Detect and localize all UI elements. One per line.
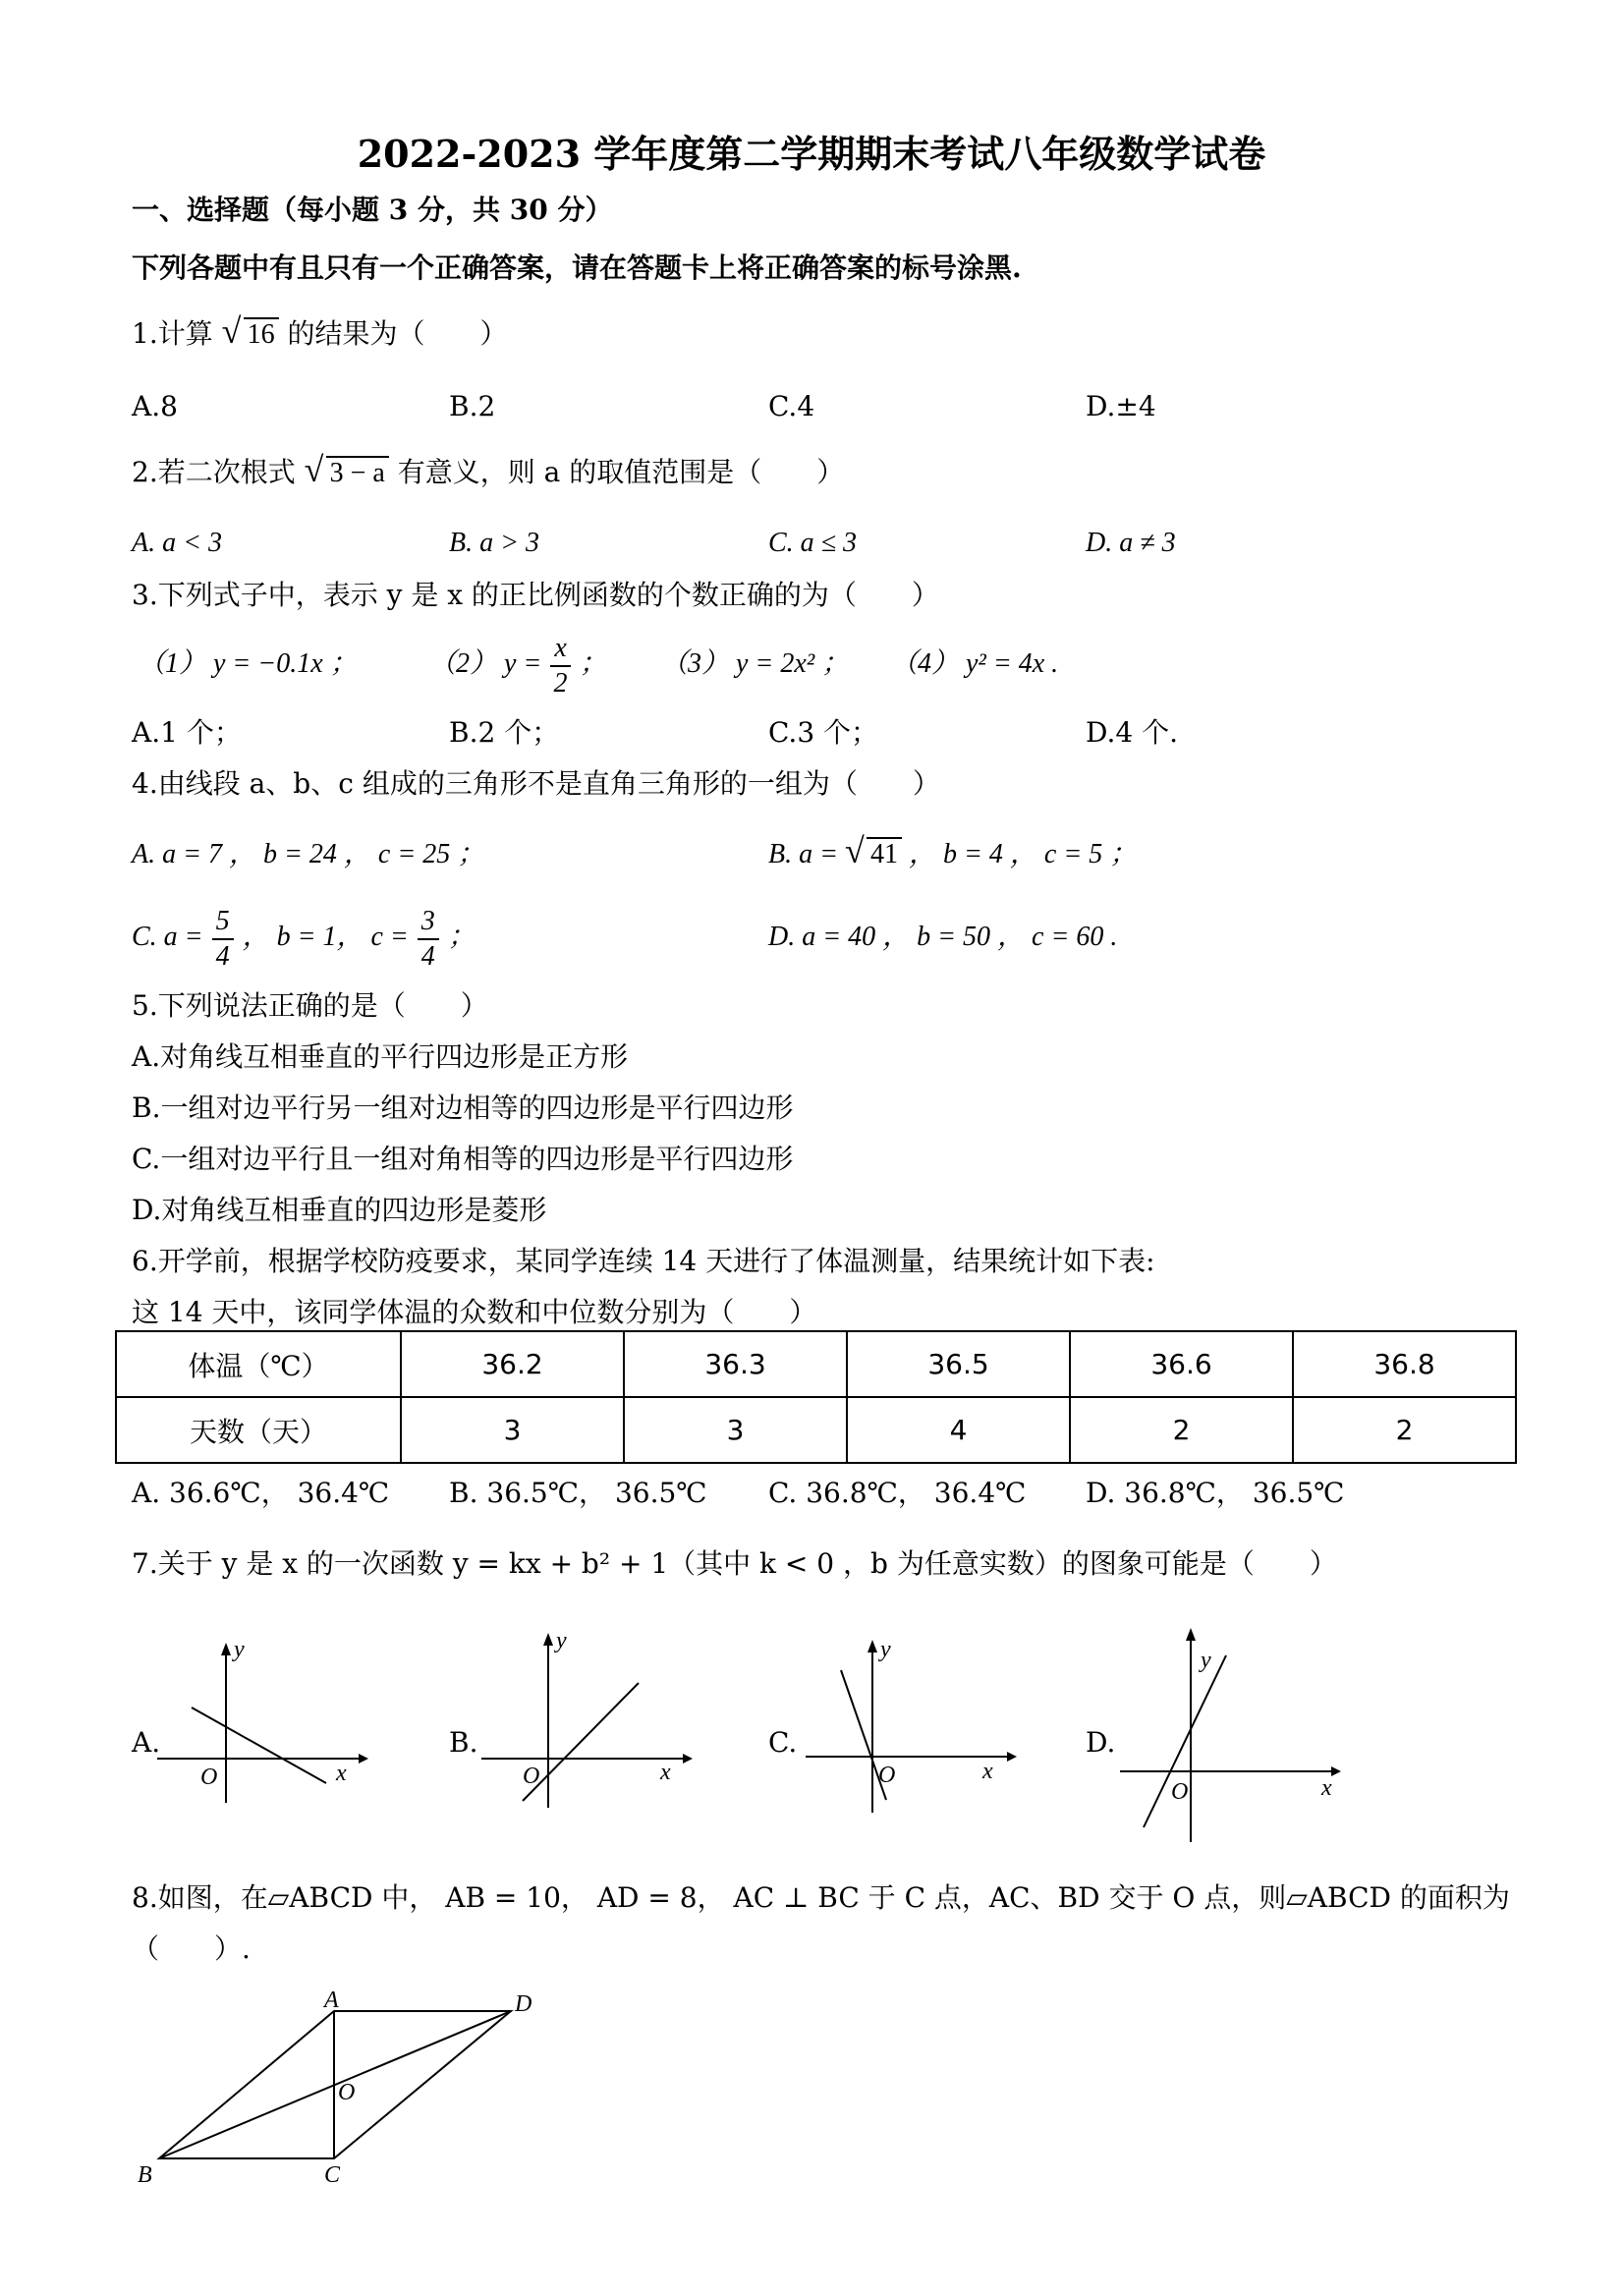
question-6-line-2: 这 14 天中，该同学体温的众数和中位数分别为（ ）: [132, 1296, 817, 1328]
q3-option-c: C.3 个；: [768, 716, 879, 749]
temperature-table: [115, 1330, 1517, 1464]
table-cell: 2: [1070, 1397, 1293, 1463]
table-cell: 36.5: [847, 1331, 1070, 1397]
exam-title: 2022-2023 学年度第二学期期末考试八年级数学试卷: [357, 132, 1266, 176]
q7-label-d: D.: [1086, 1726, 1116, 1759]
question-2: [132, 450, 845, 491]
question-7: 7.关于 y 是 x 的一次函数 y = kx + b² + 1（其中 k < 0 ，b 为任意实数）的图象可能是（ ）: [132, 1547, 1337, 1580]
q4-c-den1: 4: [215, 940, 230, 972]
q1-radicand: 16: [244, 317, 279, 350]
q7-graph-c: [806, 1631, 1022, 1818]
q7-label-b: B.: [449, 1726, 478, 1759]
q2-radicand: 3 − a: [326, 456, 389, 488]
q3-formula-2: [428, 629, 607, 700]
sqrt-symbol-icon: √: [221, 311, 242, 351]
q1-option-c: C.4: [768, 390, 815, 422]
q4-b-pre: B. a =: [768, 839, 838, 869]
question-8: 8.如图，在▱ABCD 中， AB = 10， AD = 8， AC ⊥ BC 于 C 点，AC、BD 交于 O 点，则▱ABCD 的面积为: [132, 1881, 1510, 1914]
q7-d-y-label: y: [1201, 1648, 1211, 1673]
q8-point-d-label: D: [515, 1991, 532, 2017]
q3-option-d: D.4 个.: [1086, 716, 1178, 749]
table-cell: 4: [847, 1397, 1070, 1463]
q2-post: 有意义，则 a 的取值范围是（ ）: [397, 456, 845, 488]
q1-pre: 1.计算: [132, 317, 213, 350]
q7-d-origin-label: O: [1171, 1779, 1189, 1805]
q4-option-d: D. a = 40 ， b = 50 ， c = 60 .: [768, 922, 1118, 952]
q4-c-mid: ， b = 1， c =: [242, 922, 409, 952]
q1-option-b: B.2: [449, 390, 496, 422]
q5-option-c: C.一组对边平行且一组对角相等的四边形是平行四边形: [132, 1143, 794, 1175]
table-cell: 3: [624, 1397, 847, 1463]
q5-option-a: A.对角线互相垂直的平行四边形是正方形: [132, 1040, 629, 1073]
q4-option-a: A. a = 7 ， b = 24 ， c = 25 ；: [132, 839, 485, 869]
q4-c-post: ；: [447, 922, 476, 952]
q5-option-d: D.对角线互相垂直的四边形是菱形: [132, 1194, 547, 1226]
q3-f2-num: x: [550, 632, 570, 667]
q4-c-num2: 3: [418, 905, 439, 940]
q4-c-pre: C. a =: [132, 922, 203, 952]
table-cell: 36.6: [1070, 1331, 1293, 1397]
question-1: [132, 311, 508, 353]
q7-b-origin-label: O: [523, 1764, 540, 1789]
question-4: 4.由线段 a、b、c 组成的三角形不是直角三角形的一组为（ ）: [132, 767, 940, 800]
q3-formula-1: （1） y = −0.1x ；: [138, 648, 358, 679]
q3-formula-3: （3） y = 2x² ；: [660, 648, 850, 679]
q3-f2-fraction: [550, 632, 570, 700]
table-header-days: 天数（天）: [116, 1397, 401, 1463]
q3-f2-pre: （2） y =: [428, 648, 542, 679]
q4-option-b: [768, 831, 1138, 872]
question-6-line-1: 6.开学前，根据学校防疫要求，某同学连续 14 天进行了体温测量，结果统计如下表:: [132, 1245, 1155, 1277]
q4-c-den2: 4: [420, 940, 435, 972]
q1-sqrt: [221, 311, 279, 353]
q6-option-b: B. 36.5℃， 36.5℃: [449, 1477, 707, 1509]
q7-b-x-label: x: [660, 1760, 671, 1785]
q3-option-a: A.1 个；: [132, 716, 242, 749]
q4-b-post: ， b = 4 ， c = 5 ；: [909, 839, 1138, 869]
question-3: 3.下列式子中，表示 y 是 x 的正比例函数的个数正确的为（ ）: [132, 579, 939, 611]
q2-option-c: C. a ≤ 3: [768, 528, 858, 558]
table-cell: 36.3: [624, 1331, 847, 1397]
q7-graph-b: [481, 1626, 698, 1813]
q2-option-b: B. a > 3: [449, 528, 539, 558]
table-row: [116, 1397, 1516, 1463]
q7-c-y-label: y: [880, 1637, 891, 1662]
q3-option-b: B.2 个；: [449, 716, 560, 749]
q7-a-y-label: y: [234, 1637, 245, 1662]
q8-point-a-label: A: [324, 1988, 339, 2013]
q7-c-origin-label: O: [878, 1763, 896, 1788]
question-5: 5.下列说法正确的是（ ）: [132, 989, 488, 1022]
q6-option-c: C. 36.8℃， 36.4℃: [768, 1477, 1027, 1509]
q1-option-d: D.±4: [1086, 390, 1156, 422]
table-cell: 3: [401, 1397, 624, 1463]
q5-option-b: B.一组对边平行另一组对边相等的四边形是平行四边形: [132, 1092, 794, 1124]
q2-option-d: D. a ≠ 3: [1086, 528, 1176, 558]
q8-parallelogram-figure: [138, 1989, 550, 2186]
table-row: [116, 1331, 1516, 1397]
q1-option-a: A.8: [132, 390, 178, 422]
q7-graph-a: [157, 1631, 373, 1808]
q6-option-d: D. 36.8℃， 36.5℃: [1086, 1477, 1345, 1509]
q2-pre: 2.若二次根式: [132, 456, 296, 488]
q8-point-b-label: B: [138, 2162, 152, 2188]
q8-point-c-label: C: [324, 2162, 341, 2188]
q7-a-origin-label: O: [200, 1764, 218, 1790]
q7-label-a: A.: [132, 1726, 161, 1759]
q8-point-o-label: O: [338, 2080, 356, 2105]
table-header-temp: 体温（℃）: [116, 1331, 401, 1397]
q4-option-c: [132, 902, 476, 974]
table-cell: 36.2: [401, 1331, 624, 1397]
q4-b-radicand: 41: [867, 837, 902, 869]
sqrt-symbol-icon: √: [304, 450, 324, 489]
q7-label-c: C.: [768, 1726, 798, 1759]
q4-c-fraction-1: [212, 905, 234, 974]
table-cell: 2: [1293, 1397, 1516, 1463]
q4-c-fraction-2: [418, 905, 439, 974]
q7-graph-d: [1120, 1626, 1356, 1852]
q4-c-num1: 5: [212, 905, 234, 940]
q3-f2-post: ；: [579, 648, 607, 679]
q7-a-x-label: x: [336, 1761, 347, 1786]
q7-c-x-label: x: [982, 1759, 993, 1784]
q2-option-a: A. a < 3: [132, 528, 222, 558]
q7-d-x-label: x: [1321, 1775, 1332, 1801]
sqrt-symbol-icon: √: [845, 831, 865, 870]
q6-option-a: A. 36.6℃， 36.4℃: [132, 1477, 390, 1509]
q1-post: 的结果为（ ）: [287, 317, 508, 350]
section-heading: 一、选择题（每小题 3 分，共 30 分）: [132, 194, 613, 226]
q2-sqrt: [304, 450, 389, 491]
question-8-line-2: （ ）.: [132, 1932, 251, 1965]
section-instruction: 下列各题中有且只有一个正确答案，请在答题卡上将正确答案的标号涂黑.: [132, 252, 1022, 284]
q3-formula-4: （4） y² = 4x .: [890, 648, 1059, 679]
table-cell: 36.8: [1293, 1331, 1516, 1397]
q7-b-y-label: y: [556, 1628, 567, 1653]
q3-f2-den: 2: [553, 667, 568, 699]
q4-b-sqrt: [845, 831, 902, 872]
